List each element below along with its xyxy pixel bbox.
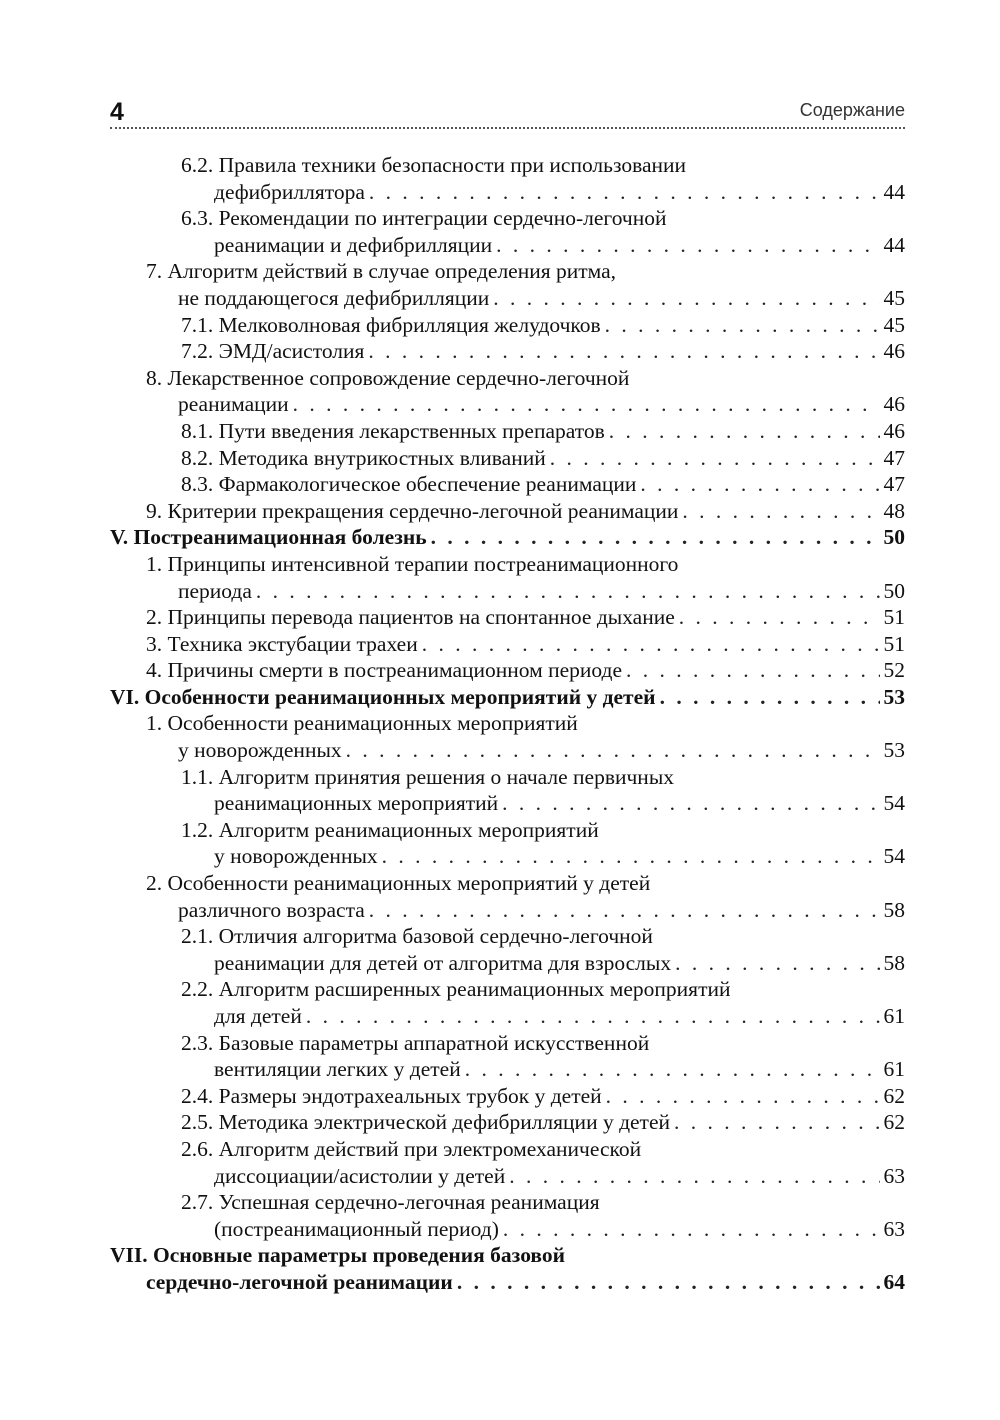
- toc-entry-title: 9. Критерии прекращения сердечно-легочной реанимации: [146, 498, 679, 523]
- toc-page-number: 46: [883, 392, 905, 417]
- toc-entry-line: [110, 870, 905, 897]
- dot-leader: [679, 604, 880, 631]
- toc-page-number: 46: [883, 339, 905, 364]
- toc-page-number: 47: [883, 445, 905, 470]
- dot-leader: [369, 179, 880, 206]
- dot-leader: [493, 285, 879, 312]
- dot-leader: [293, 391, 880, 418]
- toc-entry-title: 3. Техника экстубации трахеи: [146, 631, 418, 656]
- dot-leader: [550, 445, 880, 472]
- toc-entry: [110, 843, 905, 870]
- toc-page-number: 58: [883, 950, 905, 975]
- toc-entry-title: 2.3. Базовые параметры аппаратной искусственной: [181, 1030, 650, 1055]
- toc-page-number: 51: [883, 605, 905, 630]
- toc-entry: [110, 1003, 905, 1030]
- toc-entry-title: реанимационных мероприятий: [214, 791, 499, 816]
- toc-entry-title: 8.1. Пути введения лекарственных препаратов: [181, 418, 605, 443]
- toc-entry-title: вентиляции легких у детей: [214, 1057, 461, 1082]
- dot-leader: [609, 418, 880, 445]
- toc-entry: [110, 1216, 905, 1243]
- toc-page-number: 44: [883, 232, 905, 257]
- toc-entry-title: 2.6. Алгоритм действий при электромеханической: [181, 1136, 642, 1161]
- dot-leader: [256, 578, 880, 605]
- toc-entry: [110, 232, 905, 259]
- toc-entry-line: [110, 551, 905, 578]
- toc-entry-line: [110, 817, 905, 844]
- toc-entry-title: реанимации для детей от алгоритма для взрослых: [214, 950, 672, 975]
- toc-entry: [110, 578, 905, 605]
- dot-leader: [369, 897, 880, 924]
- toc-entry: [110, 897, 905, 924]
- toc-entry: [110, 445, 905, 472]
- toc-entry: [110, 631, 905, 658]
- toc-entry: [110, 1269, 905, 1296]
- toc-entry-line: [110, 710, 905, 737]
- toc-entry-title: (постреанимационный период): [214, 1216, 499, 1241]
- toc-entry-line: [110, 1242, 905, 1269]
- toc-entry-title: V. Постреанимационная болезнь: [110, 525, 427, 550]
- toc-entry-title: 2.5. Методика электрической дефибрилляции у детей: [181, 1110, 670, 1135]
- toc-entry-title: диссоциации/асистолии у детей: [214, 1163, 506, 1188]
- table-of-contents: [110, 152, 905, 1296]
- toc-page-number: 63: [883, 1163, 905, 1188]
- toc-entry-line: [110, 923, 905, 950]
- toc-entry-title: 2.7. Успешная сердечно-легочная реанимация: [181, 1190, 600, 1215]
- toc-entry-line: [110, 976, 905, 1003]
- toc-page-number: 61: [883, 1057, 905, 1082]
- toc-page-number: 53: [883, 684, 905, 709]
- toc-page-number: 63: [883, 1216, 905, 1241]
- toc-entry-title: 8. Лекарственное сопровождение сердечно-легочной: [146, 365, 630, 390]
- toc-entry-title: 7. Алгоритм действий в случае определения ритма,: [146, 259, 617, 284]
- toc-entry-title: для детей: [214, 1004, 302, 1028]
- page-number: 4: [110, 98, 124, 126]
- toc-page-number: 50: [883, 525, 905, 550]
- toc-entry-title: 7.1. Мелковолновая фибрилляция желудочков: [181, 312, 601, 337]
- dot-leader: [306, 1003, 880, 1030]
- toc-entry-title: различного возраста: [178, 897, 365, 922]
- header-divider: [110, 127, 905, 129]
- dot-leader: [503, 1216, 880, 1243]
- toc-entry-line: [110, 1030, 905, 1057]
- toc-page-number: 54: [883, 844, 905, 869]
- dot-leader: [368, 338, 879, 365]
- toc-entry: [110, 1163, 905, 1190]
- toc-entry: [110, 285, 905, 312]
- toc-page-number: 62: [883, 1083, 905, 1108]
- toc-page-number: 46: [883, 418, 905, 443]
- toc-page-number: 48: [883, 498, 905, 523]
- toc-entry-line: [110, 1136, 905, 1163]
- toc-entry-title: у новорожденных: [214, 844, 378, 869]
- toc-entry-title: VI. Особенности реанимационных мероприятий у детей: [110, 684, 656, 709]
- toc-entry-line: [110, 365, 905, 392]
- dot-leader: [605, 312, 880, 339]
- dot-leader: [382, 843, 880, 870]
- toc-entry-title: у новорожденных: [178, 738, 342, 763]
- toc-entry: [110, 737, 905, 764]
- toc-entry-title: 1. Особенности реанимационных мероприятий: [146, 711, 578, 736]
- dot-leader: [346, 737, 880, 764]
- toc-page-number: 53: [883, 738, 905, 763]
- toc-entry-title: 2.4. Размеры эндотрахеальных трубок у детей: [181, 1083, 602, 1108]
- toc-entry: [110, 604, 905, 631]
- toc-entry-title: 7.2. ЭМД/асистолия: [181, 339, 365, 364]
- toc-entry-title: 8.3. Фармакологическое обеспечение реанимации: [181, 472, 637, 497]
- toc-entry-title: сердечно-легочной реанимации: [146, 1269, 453, 1294]
- toc-entry-title: 2. Особенности реанимационных мероприятий у детей: [146, 871, 651, 896]
- toc-entry: [110, 790, 905, 817]
- toc-entry: [110, 312, 905, 339]
- toc-entry-title: 4. Причины смерти в постреанимационном периоде: [146, 658, 623, 683]
- toc-entry: [110, 418, 905, 445]
- dot-leader: [674, 1109, 880, 1136]
- toc-entry-title: 1.1. Алгоритм принятия решения о начале первичных: [181, 764, 675, 789]
- dot-leader: [626, 657, 879, 684]
- toc-page-number: 58: [883, 897, 905, 922]
- toc-entry-title: реанимации: [178, 392, 289, 417]
- dot-leader: [422, 631, 880, 658]
- toc-entry-title: периода: [178, 578, 252, 603]
- toc-page-number: 44: [883, 179, 905, 204]
- toc-entry-title: 6.3. Рекомендации по интеграции сердечно-легочной: [181, 206, 667, 231]
- running-head: Содержание: [799, 100, 905, 120]
- toc-page-number: 62: [883, 1110, 905, 1135]
- toc-entry-line: [110, 152, 905, 179]
- toc-entry: [110, 1109, 905, 1136]
- toc-page-number: 64: [883, 1269, 905, 1294]
- toc-entry-title: не поддающегося дефибрилляции: [178, 285, 490, 310]
- toc-entry: [110, 179, 905, 206]
- toc-entry: [110, 657, 905, 684]
- toc-entry: [110, 1083, 905, 1110]
- toc-page-number: 47: [883, 472, 905, 497]
- toc-page-number: 45: [883, 285, 905, 310]
- toc-page-number: 50: [883, 578, 905, 603]
- dot-leader: [496, 232, 879, 259]
- toc-entry-line: [110, 1189, 905, 1216]
- toc-page-number: 52: [883, 658, 905, 683]
- toc-entry-title: 1. Принципы интенсивной терапии постреанимационного: [146, 551, 679, 576]
- dot-leader: [640, 471, 879, 498]
- toc-entry-title: VII. Основные параметры проведения базовой: [110, 1243, 566, 1268]
- toc-page-number: 51: [883, 631, 905, 656]
- toc-entry-title: 1.2. Алгоритм реанимационных мероприятий: [181, 817, 599, 842]
- toc-entry-title: 8.2. Методика внутрикостных вливаний: [181, 445, 546, 470]
- toc-entry: [110, 391, 905, 418]
- toc-entry-line: [110, 258, 905, 285]
- toc-entry: [110, 471, 905, 498]
- dot-leader: [502, 790, 879, 817]
- toc-entry: [110, 1056, 905, 1083]
- toc-entry: [110, 950, 905, 977]
- dot-leader: [606, 1083, 880, 1110]
- toc-page-number: 45: [883, 312, 905, 337]
- toc-page-number: 54: [883, 791, 905, 816]
- toc-entry-title: реанимации и дефибрилляции: [214, 232, 493, 257]
- dot-leader: [457, 1269, 880, 1296]
- toc-entry: [110, 338, 905, 365]
- dot-leader: [675, 950, 879, 977]
- toc-entry: [110, 498, 905, 525]
- toc-entry-line: [110, 205, 905, 232]
- toc-entry-title: дефибриллятора: [214, 179, 365, 204]
- toc-entry-line: [110, 764, 905, 791]
- toc-entry-title: 2. Принципы перевода пациентов на спонтанное дыхание: [146, 605, 675, 630]
- toc-entry: [110, 524, 905, 551]
- toc-entry-title: 6.2. Правила техники безопасности при использовании: [181, 153, 687, 177]
- toc-entry-title: 2.2. Алгоритм расширенных реанимационных мероприятий: [181, 977, 731, 1002]
- toc-entry-title: 2.1. Отличия алгоритма базовой сердечно-легочной: [181, 924, 653, 949]
- dot-leader: [660, 684, 880, 711]
- toc-page-number: 61: [883, 1004, 905, 1028]
- dot-leader: [509, 1163, 879, 1190]
- dot-leader: [431, 524, 880, 551]
- dot-leader: [465, 1056, 880, 1083]
- toc-entry: [110, 684, 905, 711]
- dot-leader: [682, 498, 879, 525]
